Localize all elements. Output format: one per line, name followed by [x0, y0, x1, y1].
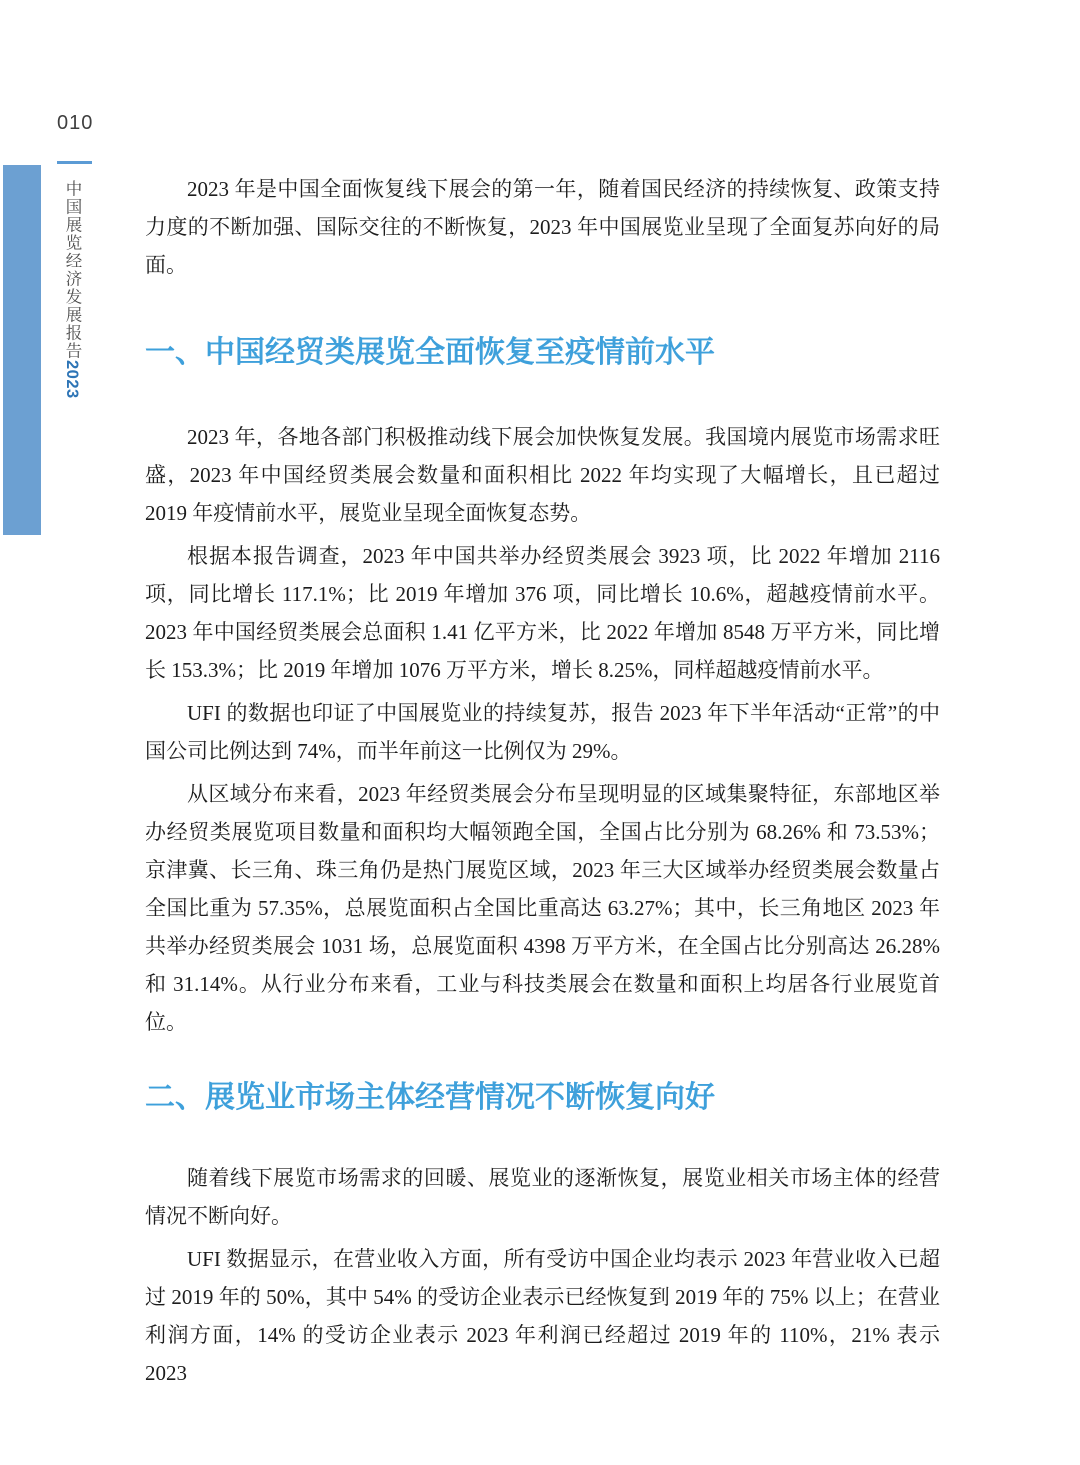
accent-line	[57, 161, 92, 164]
section2-paragraph-2: UFI 数据显示，在营业收入方面，所有受访中国企业均表示 2023 年营业收入已超过 2019 年的 50%，其中 54% 的受访企业表示已经恢复到 2019 年的 75% 以上；在营业利润方面，14% 的受访企业表示 2023 年利润已经超过 2019 年的 110%，21% 表示 2023	[145, 1247, 940, 1385]
report-title-text: 中国展览经济发展报告	[63, 180, 81, 360]
section1-heading: 一、中国经贸类展览全面恢复至疫情前水平	[145, 336, 715, 369]
report-year-text: 2023	[63, 360, 81, 399]
page-content	[145, 0, 940, 1392]
section1-paragraph-4: 从区域分布来看，2023 年经贸类展会分布呈现明显的区域集聚特征，东部地区举办经贸类展览项目数量和面积均大幅领跑全国，全国占比分别为 68.26% 和 73.53%；京津冀、长三角、珠三角仍是热门展览区域，2023 年三大区域举办经贸类展会数量占全国比重为 57.35%，总展览面积占全国比重高达 63.27%；其中，长三角地区 2023 年共举办经贸类展会 1031 场，总展览面积 4398 万平方米，在全国占比分别高达 26.28% 和 31.14%。从行业分布来看，工业与科技类展会在数量和面积上均居各行业展览首位。	[145, 782, 940, 1034]
page-number: 010	[57, 112, 94, 134]
section1-paragraph-3: UFI 的数据也印证了中国展览业的持续复苏，报告 2023 年下半年活动“正常”的中国公司比例达到 74%，而半年前这一比例仅为 29%。	[145, 701, 940, 763]
section2-paragraph-1: 随着线下展览市场需求的回暖、展览业的逐渐恢复，展览业相关市场主体的经营情况不断向好。	[145, 1166, 940, 1228]
sidebar-blue-bar	[3, 165, 41, 535]
section1-paragraph-1: 2023 年，各地各部门积极推动线下展会加快恢复发展。我国境内展览市场需求旺盛，2023 年中国经贸类展会数量和面积相比 2022 年均实现了大幅增长，且已超过 2019 年疫情前水平，展览业呈现全面恢复态势。	[145, 425, 940, 525]
section2-heading: 二、展览业市场主体经营情况不断恢复向好	[145, 1081, 715, 1114]
section1-paragraph-2: 根据本报告调查，2023 年中国共举办经贸类展会 3923 项，比 2022 年增加 2116 项，同比增长 117.1%；比 2019 年增加 376 项，同比增长 10.6%，超越疫情前水平。2023 年中国经贸类展会总面积 1.41 亿平方米，比 2022 年增加 8548 万平方米，同比增长 153.3%；比 2019 年增加 1076 万平方米，增长 8.25%，同样超越疫情前水平。	[145, 544, 940, 682]
intro-paragraph: 2023 年是中国全面恢复线下展会的第一年，随着国民经济的持续恢复、政策支持力度的不断加强、国际交往的不断恢复，2023 年中国展览业呈现了全面复苏向好的局面。	[145, 177, 940, 277]
sidebar-vertical-title	[60, 180, 84, 440]
